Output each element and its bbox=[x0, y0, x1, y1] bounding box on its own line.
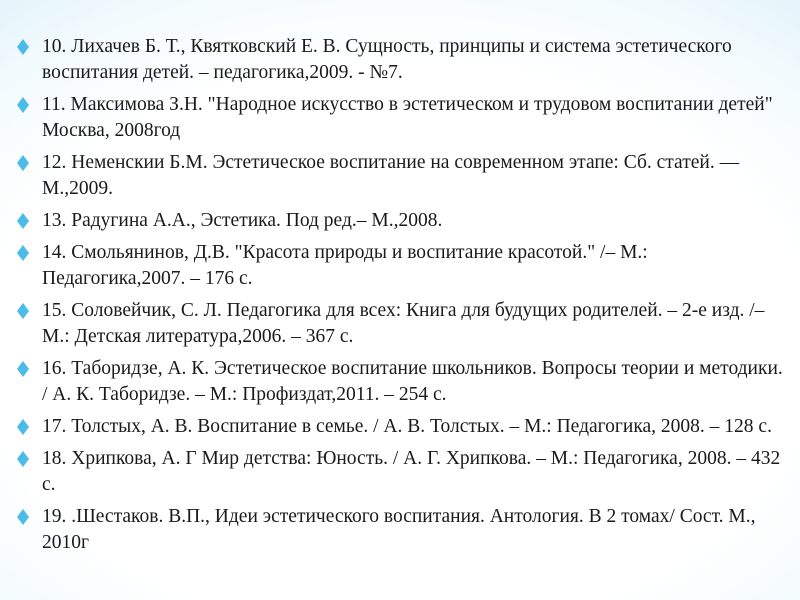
reference-text: 12. Неменскии Б.М. Эстетическое воспитание на современном этапе: Сб. статей. — М.,2009. bbox=[42, 152, 740, 199]
list-item bbox=[14, 34, 784, 86]
reference-text: 17. Толстых, А. В. Воспитание в семье. / А. В. Толстых. – М.: Педагогика, 2008. – 128 с. bbox=[42, 416, 772, 437]
reference-list bbox=[14, 34, 784, 562]
diamond-bullet-icon bbox=[17, 213, 29, 229]
reference-text: 13. Радугина А.А., Эстетика. Под ред.– М.,2008. bbox=[42, 210, 443, 231]
diamond-bullet-icon bbox=[17, 97, 29, 113]
list-item bbox=[14, 414, 784, 440]
diamond-bullet-icon bbox=[17, 39, 29, 55]
list-item bbox=[14, 504, 784, 556]
reference-text: 15. Соловейчик, С. Л. Педагогика для всех: Книга для будущих родителей. – 2-е изд. /– М.: Детская литература,2006. – 367 с. bbox=[42, 300, 765, 347]
reference-text: 14. Смольянинов, Д.В. "Красота природы и воспитание красотой." /– М.: Педагогика,2007. – 176 с. bbox=[42, 242, 648, 289]
diamond-bullet-icon bbox=[17, 245, 29, 261]
diamond-bullet-icon bbox=[17, 509, 29, 525]
diamond-bullet-icon bbox=[17, 419, 29, 435]
diamond-bullet-icon bbox=[17, 361, 29, 377]
list-item bbox=[14, 298, 784, 350]
reference-text: 19. .Шестаков. В.П., Идеи эстетического воспитания. Антология. В 2 томах/ Сост. М., 2010г bbox=[42, 506, 756, 553]
list-item bbox=[14, 150, 784, 202]
diamond-bullet-icon bbox=[17, 451, 29, 467]
list-item bbox=[14, 208, 784, 234]
reference-text: 11. Максимова З.Н. "Народное искусство в эстетическом и трудовом воспитании детей" Москва, 2008год bbox=[42, 94, 773, 141]
list-item bbox=[14, 356, 784, 408]
list-item bbox=[14, 446, 784, 498]
diamond-bullet-icon bbox=[17, 155, 29, 171]
reference-text: 18. Хрипкова, А. Г Мир детства: Юность. / А. Г. Хрипкова. – М.: Педагогика, 2008. – 432 с. bbox=[42, 448, 781, 495]
list-item bbox=[14, 92, 784, 144]
reference-text: 16. Таборидзе, А. К. Эстетическое воспитание школьников. Вопросы теории и методики. / А. К. Таборидзе. – М.: Профиздат,2011. – 254 с. bbox=[42, 358, 783, 405]
diamond-bullet-icon bbox=[17, 303, 29, 319]
reference-text: 10. Лихачев Б. Т., Квятковский Е. В. Сущность, принципы и система эстетического воспитания детей. – педагогика,2009. - №7. bbox=[42, 36, 732, 83]
list-item bbox=[14, 240, 784, 292]
